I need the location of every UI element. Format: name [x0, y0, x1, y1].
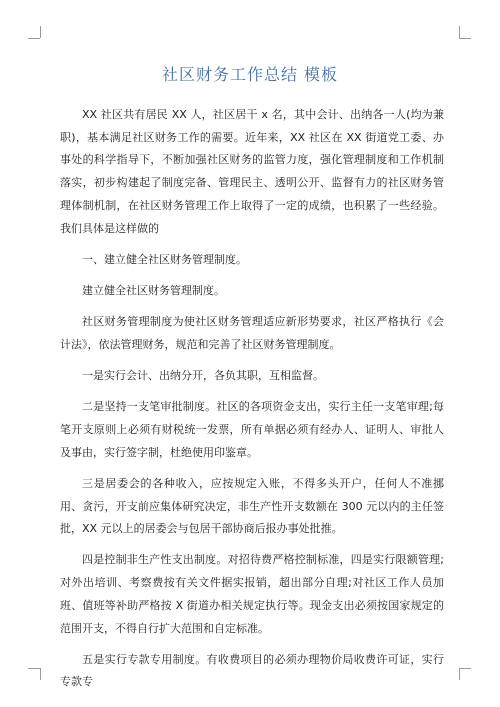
paragraph-point-4: 四是控制非生产性支出制度。对招待费严格控制标准，四是实行限额管理;对外出培训、考察费按有关文件据实报销，超出部分自理;对社区工作人员加班、值班等补助严格按 X 街道办相关规定执行等。现金支出必须按国家规定的范围开支，不得自行扩大范围和自定标准。: [60, 553, 444, 635]
crop-mark-bottom-left-horizontal: [28, 668, 40, 669]
document-body: [60, 104, 444, 703]
paragraph-intro: XX 社区共有居民 XX 人，社区居干 x 名，其中会计、出纳各一人(均为兼职)，基本满足社区财务工作的需要。近年来，XX 社区在 XX 街道党工委、办事处的科学指导下，不断加强社区财务的监管力度，强化管理制度和工作机制落实，初步构建起了制度完备、管理民主、透明公开、监督有力的社区财务管理体制机制，在社区财务管理工作上取得了一定的成绩，也积累了一些经验。我们具体是这样做的: [60, 108, 444, 235]
document-title: 社区财务工作总结 模板: [161, 65, 339, 84]
crop-mark-bottom-left-vertical: [40, 668, 41, 680]
crop-mark-top-right-horizontal: [459, 38, 471, 39]
paragraph-point-2: 二是坚持一支笔审批制度。社区的各项资金支出，实行主任一支笔审理;每笔开支原则上必须有财税统一发票，所有单据必须有经办人、证明人、审批人及事由，实行签字制，杜绝使用印鉴章。: [60, 400, 444, 459]
crop-mark-top-left-vertical: [40, 26, 41, 38]
crop-mark-bottom-right-horizontal: [459, 668, 471, 669]
paragraph-point-1: 一是实行会计、出纳分开，各负其职，互相监督。: [82, 369, 324, 383]
crop-mark-bottom-right-vertical: [459, 668, 460, 680]
crop-mark-top-left-horizontal: [28, 38, 40, 39]
paragraph-point-5: 五是实行专款专用制度。有收费项目的必须办理物价局收费许可证，实行专款专: [60, 652, 444, 689]
paragraph-subheading: 建立健全社区财务管理制度。: [82, 283, 225, 297]
crop-mark-top-right-vertical: [459, 26, 460, 38]
paragraph-heading-1: 一、建立健全社区财务管理制度。: [82, 252, 247, 266]
paragraph-point-3: 三是居委会的各种收入，应按规定入账，不得多头开户，任何人不准挪用、贪污，开支前应集体研究决定，非生产性开支数额在 300 元以内的主任签批，XX 元以上的居委会与包居干部协商后报办事处批推。: [60, 476, 444, 536]
paragraph-accounting-law: 社区财务管理制度为使社区财务管理适应新形势要求，社区严格执行《会计法》，依法管理财务，规范和完善了社区财务管理制度。: [60, 315, 444, 351]
